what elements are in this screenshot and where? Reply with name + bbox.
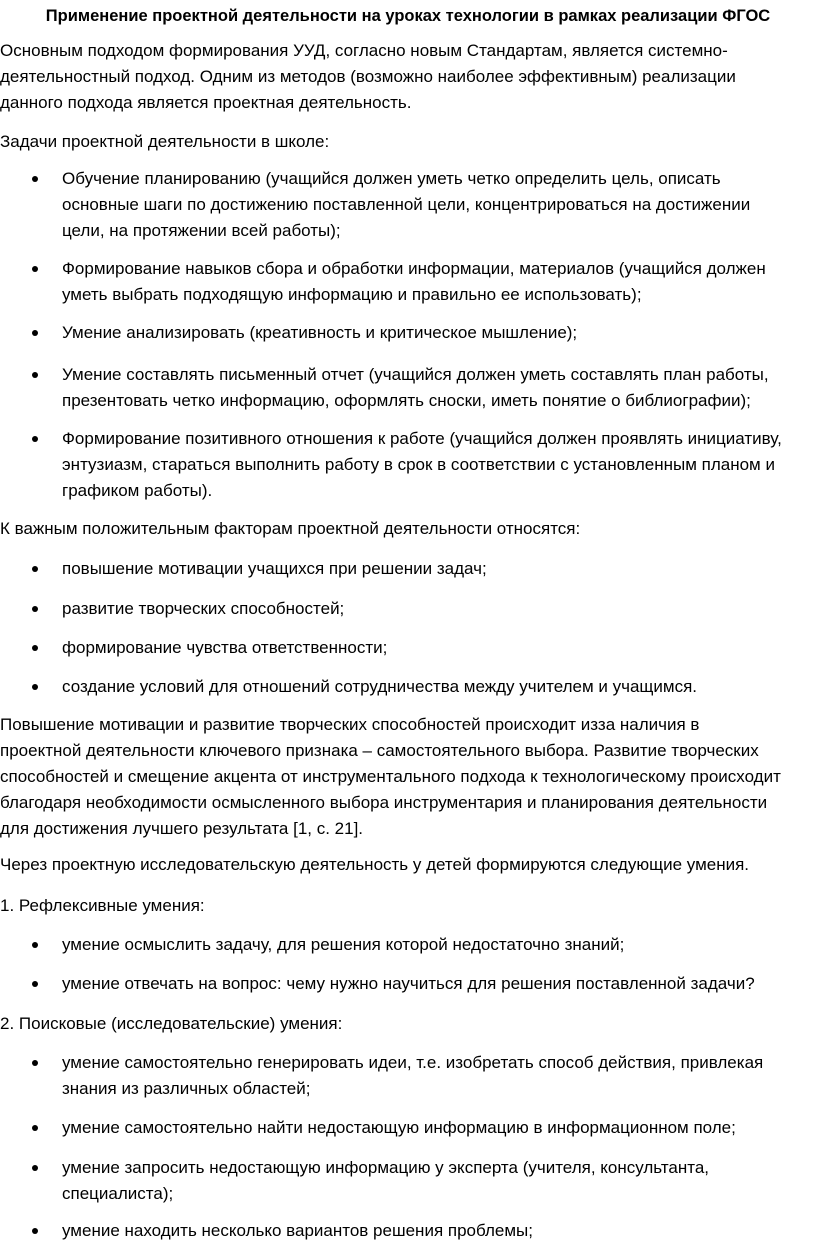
list-item-line: графиком работы). xyxy=(62,481,213,500)
list-item-line: Умение составлять письменный отчет (учащийся должен уметь составлять план работы, xyxy=(62,365,769,384)
list-item-line: умение отвечать на вопрос: чему нужно научиться для решения поставленной задачи? xyxy=(62,974,755,993)
list-item-line: основные шаги по достижению поставленной цели, концентрироваться на достижении xyxy=(62,195,751,214)
intro-line: данного подхода является проектная деятельность. xyxy=(0,93,412,112)
paragraph-line: для достижения лучшего результата [1, с. 21]. xyxy=(0,819,364,838)
list-item-line: знания из различных областей; xyxy=(62,1079,311,1098)
bullet-icon xyxy=(32,684,38,690)
list-item-line: Формирование позитивного отношения к работе (учащийся должен проявлять инициативу, xyxy=(62,429,782,448)
search-heading: 2. Поисковые (исследовательские) умения: xyxy=(0,1014,343,1033)
paragraph-line: благодаря необходимости осмысленного выбора инструментария и планирования деятельности xyxy=(0,793,768,812)
bullet-icon xyxy=(32,645,38,651)
list-item-line: развитие творческих способностей; xyxy=(62,599,345,618)
intro-line: деятельностный подход. Одним из методов (возможно наиболее эффективным) реализации xyxy=(0,67,736,86)
bullet-icon xyxy=(32,566,38,572)
list-item-line: Умение анализировать (креативность и критическое мышление); xyxy=(62,323,578,342)
page-title: Применение проектной деятельности на уроках технологии в рамках реализации ФГОС xyxy=(45,7,771,25)
bullet-icon xyxy=(32,981,38,987)
reflexive-heading: 1. Рефлексивные умения: xyxy=(0,896,205,915)
skills-intro: Через проектную исследовательскую деятельность у детей формируются следующие умения. xyxy=(0,855,750,874)
list-item-line: энтузиазм, стараться выполнить работу в срок в соответствии с установленным планом и xyxy=(62,455,775,474)
list-item-line: Формирование навыков сбора и обработки информации, материалов (учащийся должен xyxy=(62,259,766,278)
bullet-icon xyxy=(32,1060,38,1066)
bullet-icon xyxy=(32,942,38,948)
bullet-icon xyxy=(32,266,38,272)
bullet-icon xyxy=(32,330,38,336)
paragraph-line: Повышение мотивации и развитие творческих способностей происходит изза наличия в xyxy=(0,715,700,734)
list-item-line: повышение мотивации учащихся при решении задач; xyxy=(62,559,487,578)
list-item-line: умение самостоятельно генерировать идеи, т.е. изобретать способ действия, привлекая xyxy=(62,1053,764,1072)
factors-heading: К важным положительным факторам проектной деятельности относятся: xyxy=(0,519,581,538)
intro-line: Основным подходом формирования УУД, согласно новым Стандартам, является системно- xyxy=(0,41,728,60)
intro-paragraph xyxy=(0,38,816,116)
list-item-line: умение запросить недостающую информацию у эксперта (учителя, консультанта, xyxy=(62,1158,710,1177)
bullet-icon xyxy=(32,1125,38,1131)
list-item-line: презентовать четко информацию, оформлять сноски, иметь понятие о библиографии); xyxy=(62,391,751,410)
bullet-icon xyxy=(32,436,38,442)
paragraph-line: способностей и смещение акцента от инструментального подхода к технологическому происходит xyxy=(0,767,781,786)
list-item-line: умение самостоятельно найти недостающую информацию в информационном поле; xyxy=(62,1118,736,1137)
list-item-line: создание условий для отношений сотрудничества между учителем и учащимся. xyxy=(62,677,698,696)
list-item-line: цели, на протяжении всей работы); xyxy=(62,221,341,240)
bullet-icon xyxy=(32,606,38,612)
list-item-line: умение осмыслить задачу, для решения которой недостаточно знаний; xyxy=(62,935,625,954)
list-item-line: специалиста); xyxy=(62,1184,174,1203)
list-item-line: Обучение планированию (учащийся должен уметь четко определить цель, описать xyxy=(62,169,721,188)
bullet-icon xyxy=(32,372,38,378)
list-item-line: формирование чувства ответственности; xyxy=(62,638,388,657)
bullet-icon xyxy=(32,176,38,182)
motivation-paragraph xyxy=(0,712,816,842)
tasks-heading: Задачи проектной деятельности в школе: xyxy=(0,132,330,151)
list-item-line: уметь выбрать подходящую информацию и правильно ее использовать); xyxy=(62,285,642,304)
paragraph-line: проектной деятельности ключевого признака – самостоятельного выбора. Развитие творческих xyxy=(0,741,759,760)
list-item-line: умение находить несколько вариантов решения проблемы; xyxy=(62,1221,533,1240)
bullet-icon xyxy=(32,1228,38,1234)
bullet-icon xyxy=(32,1165,38,1171)
